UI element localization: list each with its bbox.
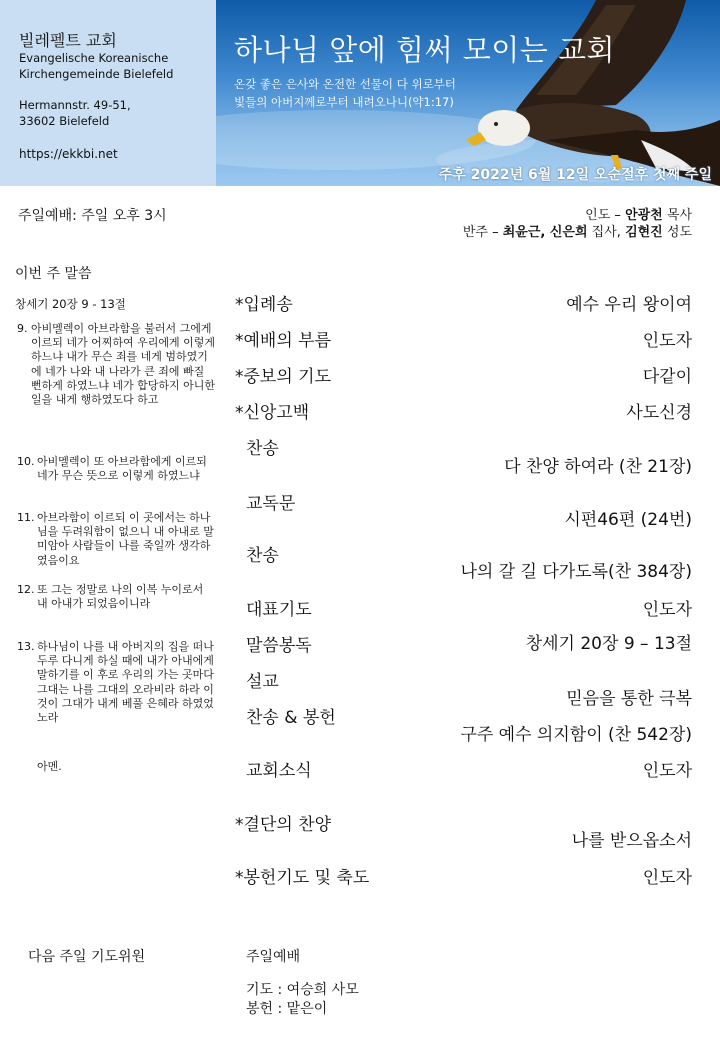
verse-text: 아비멜렉이 또 아브라함에게 이르되 네가 무슨 뜻으로 이렇게 하였느냐 bbox=[37, 455, 207, 483]
leader-title: 목사 bbox=[662, 208, 692, 223]
order-label-commitment-song: *결단의 찬양 bbox=[235, 815, 332, 835]
verse-item bbox=[17, 455, 217, 483]
next-week-offering: 봉헌 : 맡은이 bbox=[246, 1001, 328, 1017]
leader-label: 인도 – bbox=[585, 208, 626, 223]
scripture-heading: 이번 주 말씀 bbox=[15, 266, 92, 282]
order-label-intercession: *중보의 기도 bbox=[235, 367, 332, 387]
order-label-hymn-1: 찬송 bbox=[246, 439, 279, 459]
order-label-sermon: 설교 bbox=[246, 672, 279, 692]
order-label-responsive-reading: 교독문 bbox=[246, 494, 296, 514]
order-value-commitment-song: 나를 받으옵소서 bbox=[571, 831, 692, 851]
verse-number: 10. bbox=[17, 455, 35, 468]
verse-item bbox=[17, 583, 217, 611]
order-label-announcements: 교회소식 bbox=[246, 761, 312, 781]
order-label-benediction: *봉헌기도 및 축도 bbox=[235, 868, 370, 888]
verse-text: 아비멜렉이 아브라함을 불러서 그에게 이르되 네가 어찌하여 우리에게 이렇게 하느냐 내가 무슨 죄를 네게 범하였기에 네가 나와 내 나라가 큰 죄에 빠질 뻔하게 하였느냐 네가 합당하지 아니한 일을 내게 행하였도다 하고 bbox=[31, 322, 216, 407]
next-week-service: 주일예배 bbox=[246, 949, 301, 965]
church-info-panel bbox=[0, 0, 216, 186]
order-value-responsive-reading: 시편46편 (24번) bbox=[564, 510, 692, 530]
address-line-1: Hermannstr. 49-51, bbox=[19, 98, 131, 112]
order-value-hymn-2: 나의 갈 길 다가도록(찬 384장) bbox=[460, 562, 692, 582]
accomp-label: 반주 – bbox=[462, 225, 503, 240]
order-value-scripture-reading: 창세기 20장 9 – 13절 bbox=[525, 634, 692, 654]
website-link[interactable]: https://ekkbi.net bbox=[19, 147, 118, 161]
order-value-sermon: 믿음을 통한 극복 bbox=[566, 689, 692, 709]
church-name: 빌레펠트 교회 bbox=[19, 31, 117, 50]
service-time: 주일예배: 주일 오후 3시 bbox=[18, 208, 167, 224]
service-accompanist bbox=[463, 221, 692, 240]
order-value-announcements: 인도자 bbox=[642, 761, 692, 781]
order-value-processional: 예수 우리 왕이여 bbox=[566, 295, 692, 315]
accomp-name-2: 김현진 bbox=[625, 225, 663, 240]
order-value-creed: 사도신경 bbox=[626, 403, 692, 423]
verse-text: 아브라함이 이르되 이 곳에서는 하나님을 두려워함이 없으니 내 아내로 말미암아 사람들이 나를 죽일까 생각하였음이요 bbox=[37, 511, 214, 567]
verse-item bbox=[17, 640, 217, 725]
accomp-title-2: 성도 bbox=[662, 225, 692, 240]
order-value-call-to-worship: 인도자 bbox=[642, 331, 692, 351]
order-label-processional: *입례송 bbox=[235, 295, 293, 315]
order-value-intercession: 다같이 bbox=[642, 367, 692, 387]
amen: 아멘. bbox=[37, 760, 62, 773]
next-week-heading: 다음 주일 기도위원 bbox=[28, 949, 146, 965]
banner bbox=[216, 0, 720, 186]
order-label-call-to-worship: *예배의 부름 bbox=[235, 331, 332, 351]
verse-number: 13. bbox=[17, 640, 35, 653]
address-line-2: 33602 Bielefeld bbox=[19, 114, 110, 128]
verse-item bbox=[17, 322, 217, 407]
order-label-prayer: 대표기도 bbox=[246, 600, 312, 620]
order-label-hymn-offering: 찬송 & 봉헌 bbox=[246, 708, 336, 728]
order-label-scripture-reading: 말씀봉독 bbox=[246, 636, 312, 656]
service-date: 주후 2022년 6월 12일 오순절후 첫째 주일 bbox=[438, 167, 712, 183]
accomp-names: 최윤근, 신은희 bbox=[502, 225, 588, 240]
order-label-creed: *신앙고백 bbox=[235, 403, 310, 423]
order-label-hymn-2: 찬송 bbox=[246, 546, 279, 566]
verse-text: 하나님이 나를 내 아버지의 집을 떠나 두루 다니게 하실 때에 내가 아내에게 말하기를 이 후로 우리의 가는 곳마다 그대는 나를 그대의 오라비라 하라 이것이 그대가 내게 베풀 은혜라 하였었노라 bbox=[37, 640, 214, 725]
verse-number: 9. bbox=[17, 322, 28, 335]
church-name-german-2: Kirchengemeinde Bielefeld bbox=[19, 67, 174, 81]
banner-verse-line-2: 빛들의 아버지께로부터 내려오나니(약1:17) bbox=[234, 95, 454, 109]
accomp-title-1: 집사, bbox=[587, 225, 626, 240]
leader-name: 안광천 bbox=[625, 208, 663, 223]
verse-number: 12. bbox=[17, 583, 35, 596]
verse-text: 또 그는 정말로 나의 이복 누이로서 내 아내가 되었음이니라 bbox=[37, 583, 204, 611]
order-value-prayer: 인도자 bbox=[642, 600, 692, 620]
church-name-german-1: Evangelische Koreanische bbox=[19, 51, 169, 65]
next-week-prayer: 기도 : 여승희 사모 bbox=[246, 982, 359, 998]
verse-item bbox=[17, 511, 217, 568]
verse-number: 11. bbox=[17, 511, 35, 524]
order-value-benediction: 인도자 bbox=[642, 868, 692, 888]
banner-verse-line-1: 온갖 좋은 은사와 온전한 선물이 다 위로부터 bbox=[234, 77, 456, 91]
banner-title: 하나님 앞에 힘써 모이는 교회 bbox=[234, 33, 616, 67]
order-value-hymn-1: 다 찬양 하여라 (찬 21장) bbox=[504, 457, 692, 477]
order-value-hymn-offering: 구주 예수 의지함이 (찬 542장) bbox=[460, 725, 692, 745]
scripture-reference: 창세기 20장 9 - 13절 bbox=[15, 297, 126, 311]
